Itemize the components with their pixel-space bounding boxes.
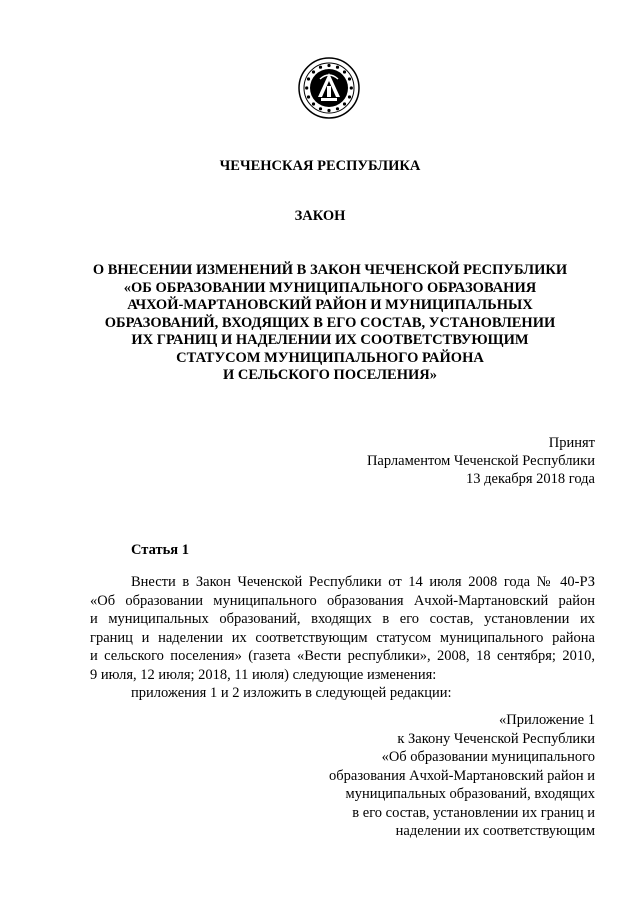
appendix-line: наделении их соответствующим [395,823,595,839]
article-heading: Статья 1 [131,542,189,558]
paragraph-line: границ и наделении их соответствующим статусом муниципального района [90,629,595,646]
adoption-line: Принят [548,435,595,451]
adoption-line: Парламентом Чеченской Республики [366,453,595,469]
appendix-line: «Об образовании муниципального [381,749,595,765]
law-title [70,262,590,385]
paragraph-line: и муниципальных образований, входящих в его состав, установлении их [90,611,595,627]
appendix-line: в его состав, установлении их границ и [352,804,595,821]
paragraph-line: и сельского поселения» (газета «Вести республики», 2008, 18 сентября; 2010, [90,648,595,664]
paragraph-line: 9 июля, 12 июля; 2018, 11 июля) следующие изменения: [90,666,437,683]
adoption-block [367,434,595,488]
paragraph-line: Внести в Закон Чеченской Республики от 14 июля 2008 года № 40-РЗ [131,574,595,590]
paragraph-line: приложения 1 и 2 изложить в следующей редакции: [131,685,452,701]
title-line: И СЕЛЬСКОГО ПОСЕЛЕНИЯ» [223,367,437,383]
title-line: ОБРАЗОВАНИЙ, ВХОДЯЩИХ В ЕГО СОСТАВ, УСТАНОВЛЕНИИ [104,314,556,331]
republic-name: ЧЕЧЕНСКАЯ РЕСПУБЛИКА [219,158,421,174]
coat-of-arms-icon [298,57,360,119]
appendix-line: к Закону Чеченской Республики [397,730,595,747]
document-type: ЗАКОН [294,208,346,224]
title-line: ИХ ГРАНИЦ И НАДЕЛЕНИИ ИХ СООТВЕТСТВУЮЩИМ [131,332,529,348]
article-paragraph [90,573,595,703]
paragraph-line: «Об образовании муниципального образования Ачхой-Мартановский район [90,592,595,609]
appendix-line: муниципальных образований, входящих [345,786,595,802]
appendix-header [329,711,595,841]
title-line: О ВНЕСЕНИИ ИЗМЕНЕНИЙ В ЗАКОН ЧЕЧЕНСКОЙ РЕСПУБЛИКИ [92,262,568,278]
title-line: «ОБ ОБРАЗОВАНИИ МУНИЦИПАЛЬНОГО ОБРАЗОВАНИЯ [123,279,537,296]
appendix-line: образования Ачхой-Мартановский район и [329,767,595,784]
adoption-date: 13 декабря 2018 года [466,471,595,487]
title-line: АЧХОЙ-МАРТАНОВСКИЙ РАЙОН И МУНИЦИПАЛЬНЫХ [127,297,533,313]
appendix-line: «Приложение 1 [499,712,595,728]
title-line: СТАТУСОМ МУНИЦИПАЛЬНОГО РАЙОНА [176,349,484,366]
